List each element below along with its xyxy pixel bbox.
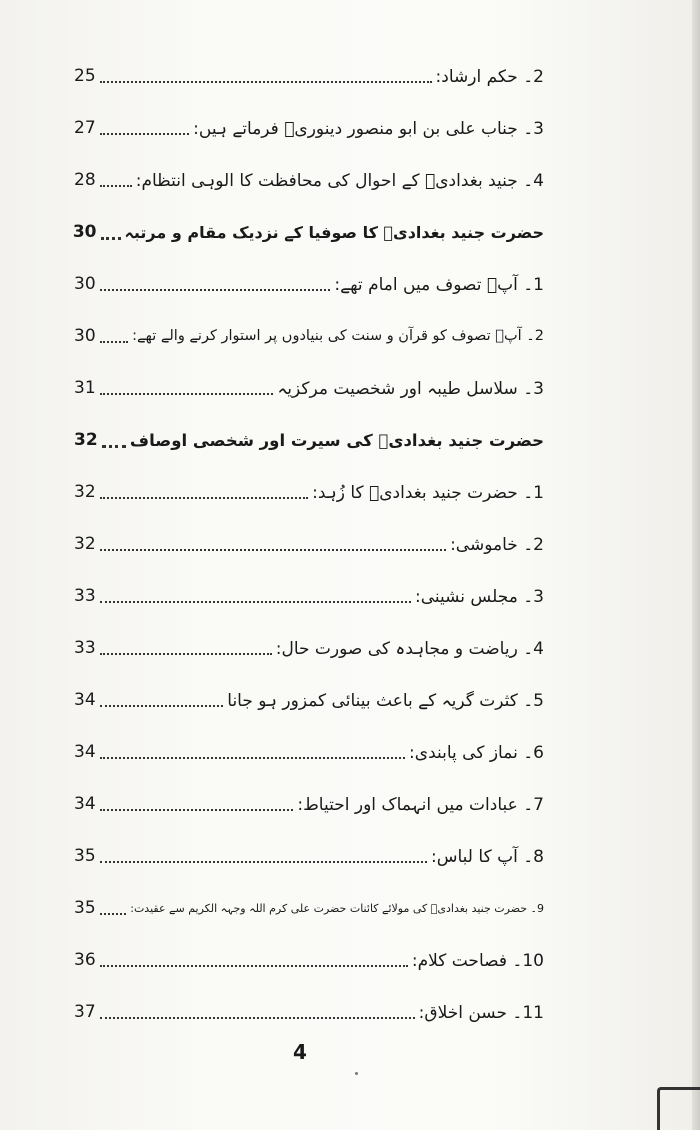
- toc-entry: [74, 674, 544, 726]
- table-of-contents: [74, 50, 544, 1038]
- toc-entry-title: 3۔ سلاسل طیبہ اور شخصیت مرکزیہ: [277, 378, 544, 399]
- toc-entry-page: 35: [74, 846, 96, 866]
- dot-leader: [100, 497, 308, 499]
- toc-entry: [74, 934, 544, 986]
- dot-leader: [100, 341, 129, 343]
- toc-entry-page: 31: [74, 378, 96, 398]
- toc-entry-page: 32: [74, 534, 96, 554]
- toc-entry-page: 30: [72, 222, 97, 242]
- toc-entry-page: 32: [74, 430, 98, 450]
- toc-entry-title: 5۔ کثرت گریہ کے باعث بینائی کمزور ہو جانا: [227, 690, 544, 711]
- toc-entry-page: 37: [74, 1002, 96, 1022]
- dot-leader: [100, 185, 132, 187]
- toc-entry-page: 34: [74, 742, 96, 762]
- toc-entry: [74, 622, 544, 674]
- toc-entry-title: حضرت جنید بغدادیؒ کی سیرت اور شخصی اوصاف: [129, 430, 544, 450]
- toc-entry: [74, 778, 544, 830]
- toc-entry-title: 9۔ حضرت جنید بغدادیؒ کی مولائے کائنات حضرت علی کرم اللہ وجہہ الکریم سے عقیدت:: [130, 901, 544, 915]
- toc-entry-page: 28: [74, 170, 96, 190]
- toc-entry-page: 30: [74, 326, 96, 346]
- dot-leader: [100, 861, 427, 863]
- dot-leader: [100, 965, 408, 967]
- toc-entry-title: 3۔ جناب علی بن ابو منصور دینوریؒ فرماتے ہیں:: [193, 118, 544, 139]
- toc-entry-title: 2۔ حکم ارشاد:: [435, 66, 544, 87]
- toc-entry-page: 34: [74, 794, 96, 814]
- toc-section-heading: [74, 206, 544, 258]
- dot-leader: [100, 757, 405, 759]
- toc-entry-page: 27: [74, 118, 96, 138]
- dot-leader: [100, 133, 190, 135]
- toc-entry: [74, 258, 544, 310]
- dot-leader: [100, 393, 274, 395]
- toc-entry: [74, 830, 544, 882]
- dot-leader: [102, 445, 126, 448]
- toc-entry-title: 3۔ مجلس نشینی:: [414, 586, 544, 607]
- speck: [355, 1072, 358, 1075]
- toc-entry: [74, 362, 544, 414]
- dot-leader: [100, 81, 432, 83]
- toc-entry: [74, 986, 544, 1038]
- toc-entry-title: 6۔ نماز کی پابندی:: [409, 742, 544, 763]
- toc-entry-title: 1۔ حضرت جنید بغدادیؒ کا زُہد:: [312, 482, 544, 503]
- toc-entry-title: 11۔ حسن اخلاق:: [418, 1002, 544, 1023]
- corner-mark: [657, 1087, 700, 1130]
- page-edge-shadow: [692, 0, 700, 1130]
- toc-entry-page: 36: [74, 950, 96, 970]
- toc-section-heading: [74, 414, 544, 466]
- toc-entry-page: 35: [74, 898, 96, 918]
- toc-entry-page: 34: [74, 690, 96, 710]
- dot-leader: [100, 913, 127, 915]
- dot-leader: [100, 705, 224, 707]
- toc-entry-title: 2۔ خاموشی:: [450, 534, 544, 555]
- toc-entry: [74, 310, 544, 362]
- dot-leader: [100, 549, 446, 551]
- toc-entry-title: 10۔ فصاحت کلام:: [411, 950, 544, 971]
- dot-leader: [101, 237, 121, 240]
- dot-leader: [100, 601, 411, 603]
- toc-entry-title: 1۔ آپؒ تصوف میں امام تھے:: [334, 274, 544, 295]
- toc-entry-page: 25: [74, 66, 96, 86]
- toc-entry: [74, 882, 544, 934]
- toc-entry: [74, 154, 544, 206]
- toc-entry-page: 32: [74, 482, 96, 502]
- toc-entry-page: 30: [74, 274, 96, 294]
- dot-leader: [100, 1017, 415, 1019]
- dot-leader: [100, 809, 294, 811]
- dot-leader: [100, 289, 331, 291]
- toc-entry: [74, 466, 544, 518]
- toc-entry: [74, 726, 544, 778]
- toc-entry: [74, 50, 544, 102]
- toc-entry: [74, 102, 544, 154]
- toc-entry-title: حضرت جنید بغدادیؒ کا صوفیا کے نزدیک مقام و مرتبہ: [124, 222, 544, 242]
- page-number: 4: [293, 1040, 307, 1064]
- toc-entry-page: 33: [74, 638, 96, 658]
- toc-entry: [74, 570, 544, 622]
- toc-entry-title: 4۔ جنید بغدادیؒ کے احوال کی محافظت کا الوہی انتظام:: [135, 170, 544, 191]
- toc-entry-title: 4۔ ریاضت و مجاہدہ کی صورت حال:: [275, 638, 544, 659]
- toc-entry-title: 7۔ عبادات میں انہماک اور احتیاط:: [297, 794, 544, 815]
- toc-entry-page: 33: [74, 586, 96, 606]
- toc-entry: [74, 518, 544, 570]
- toc-entry-title: 8۔ آپ کا لباس:: [431, 846, 544, 867]
- toc-entry-title: 2۔ آپؒ تصوف کو قرآن و سنت کی بنیادوں پر استوار کرنے والے تھے:: [132, 328, 544, 344]
- dot-leader: [100, 653, 272, 655]
